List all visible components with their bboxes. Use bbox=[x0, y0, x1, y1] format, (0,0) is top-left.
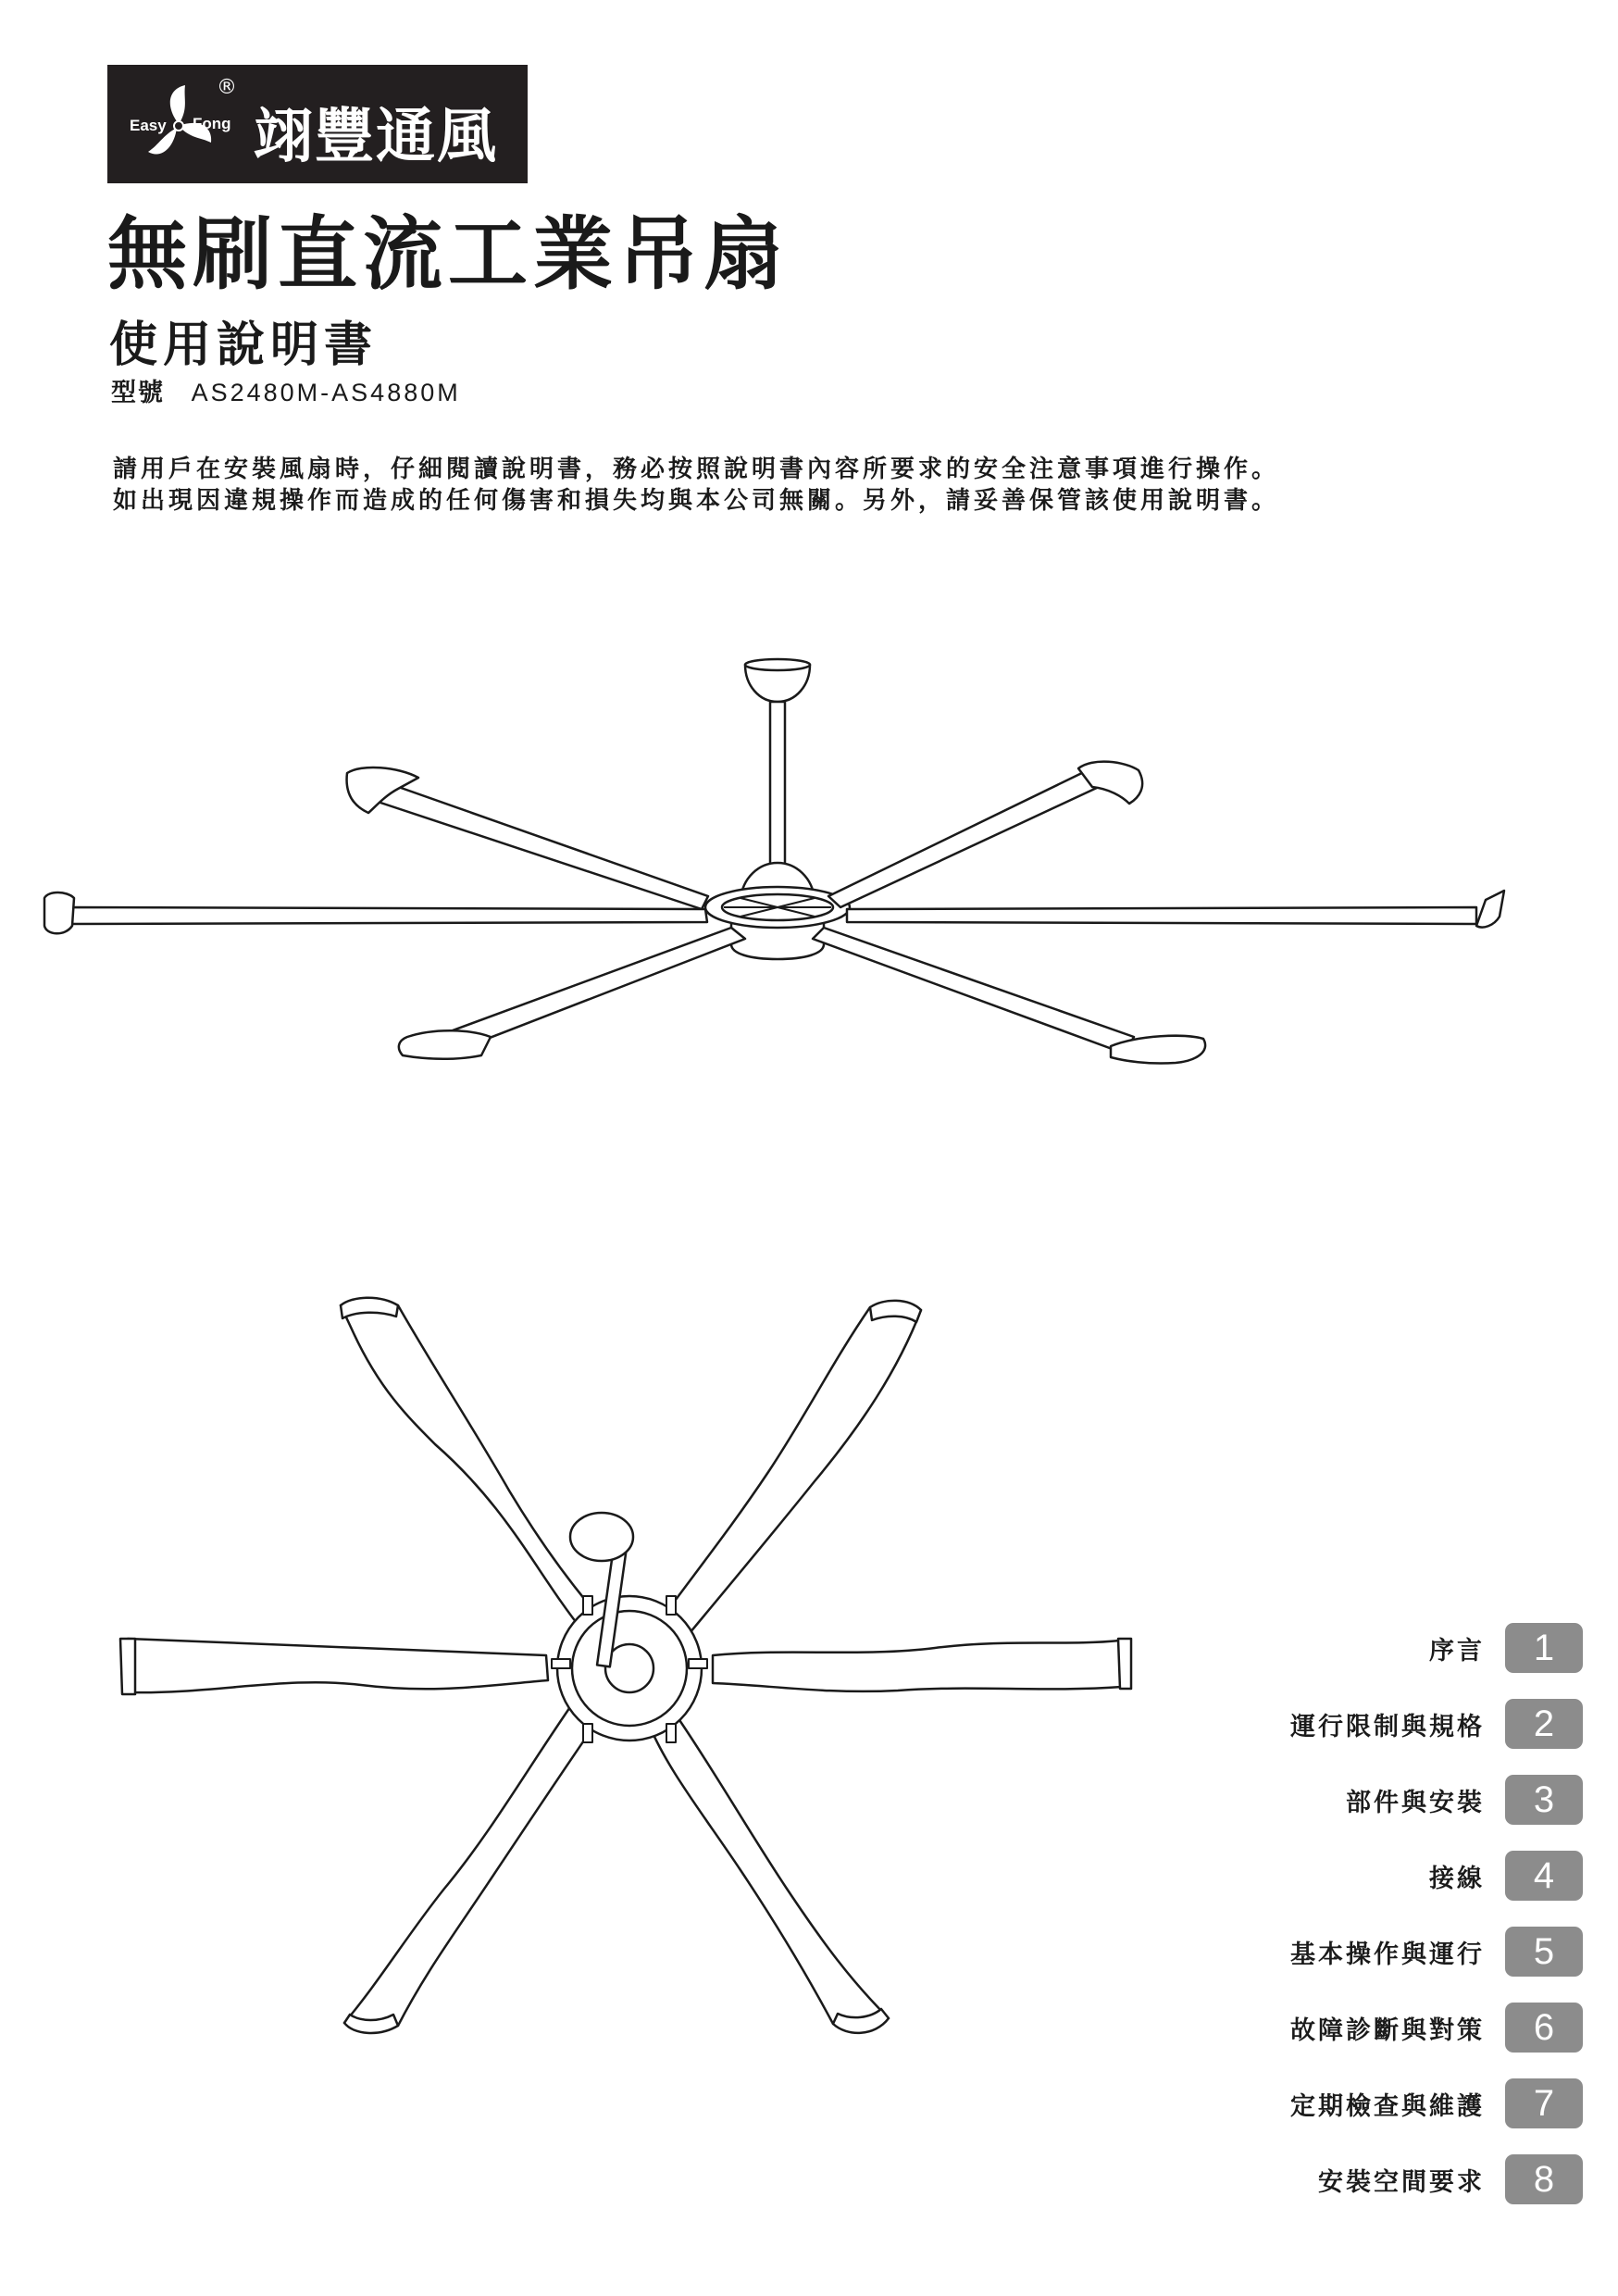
toc-item-number-badge: 5 bbox=[1505, 1927, 1583, 1977]
toc-item-label: 接線 bbox=[1429, 1864, 1485, 1893]
toc-item-label: 序言 bbox=[1429, 1636, 1485, 1666]
logo-text-chinese: 翊豐通風 bbox=[254, 102, 498, 171]
toc-item-number-badge: 2 bbox=[1505, 1699, 1583, 1749]
toc-item-number-badge: 8 bbox=[1505, 2154, 1583, 2204]
toc-item-number-badge: 4 bbox=[1505, 1851, 1583, 1901]
toc-item-operation[interactable] bbox=[1290, 1926, 1583, 1978]
toc-item-label: 基本操作與運行 bbox=[1290, 1940, 1485, 1969]
fan-side-view-illustration bbox=[28, 648, 1546, 1092]
toc-item-label: 故障診斷與對策 bbox=[1290, 2015, 1485, 2045]
toc-item-limits-specs[interactable] bbox=[1290, 1698, 1583, 1750]
toc-item-space-requirements[interactable] bbox=[1318, 2153, 1583, 2205]
logo-text-easy: Easy bbox=[130, 117, 167, 134]
toc-item-number-badge: 3 bbox=[1505, 1775, 1583, 1825]
intro-line-2: 如出現因違規操作而造成的任何傷害和損失均與本公司無關。另外，請妥善保管該使用說明書。 bbox=[113, 487, 1280, 515]
registered-mark: ® bbox=[217, 76, 237, 99]
toc-item-parts-installation[interactable] bbox=[1346, 1774, 1583, 1826]
intro-notice bbox=[113, 454, 1279, 517]
toc-item-number-badge: 1 bbox=[1505, 1623, 1583, 1673]
model-label: 型號 bbox=[111, 379, 165, 407]
document-title: 無刷直流工業吊扇 bbox=[107, 208, 789, 301]
brand-logo bbox=[107, 65, 528, 183]
model-line bbox=[111, 372, 461, 408]
toc-item-label: 定期檢查與維護 bbox=[1290, 2091, 1485, 2121]
toc-item-preface[interactable] bbox=[1429, 1622, 1583, 1674]
toc-item-label: 安裝空間要求 bbox=[1318, 2167, 1485, 2197]
toc-item-number-badge: 7 bbox=[1505, 2078, 1583, 2128]
toc-item-maintenance[interactable] bbox=[1290, 2078, 1583, 2129]
intro-line-1: 請用戶在安裝風扇時，仔細閱讀說明書，務必按照說明書內容所要求的安全注意事項進行操作。 bbox=[113, 455, 1280, 483]
toc-item-number-badge: 6 bbox=[1505, 2003, 1583, 2053]
logo-text-fong: Fong bbox=[193, 115, 231, 132]
fan-bottom-view-illustration bbox=[102, 1287, 1148, 2046]
model-value: AS2480M-AS4880M bbox=[191, 379, 461, 406]
toc-item-label: 部件與安裝 bbox=[1346, 1788, 1485, 1817]
toc-item-wiring[interactable] bbox=[1429, 1850, 1583, 1902]
document-subtitle: 使用說明書 bbox=[109, 318, 379, 373]
toc-item-label: 運行限制與規格 bbox=[1290, 1712, 1485, 1741]
toc-item-troubleshooting[interactable] bbox=[1290, 2002, 1583, 2053]
